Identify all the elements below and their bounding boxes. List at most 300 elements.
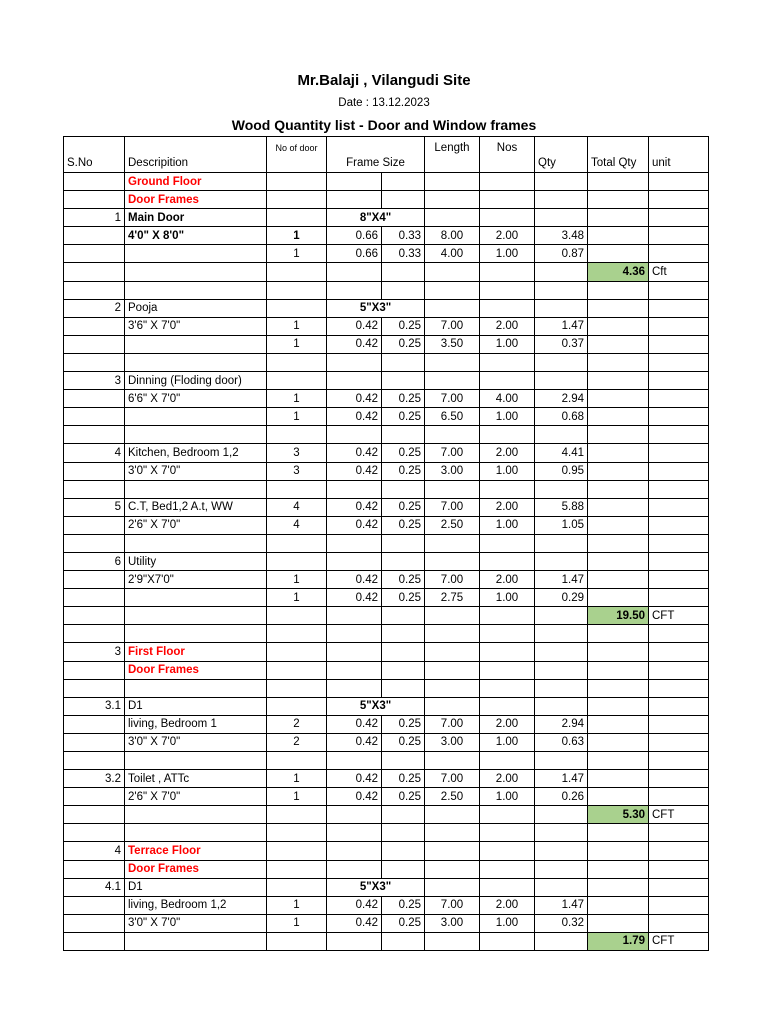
cell-sno	[64, 480, 125, 498]
cell-frame-size-1	[327, 552, 382, 570]
cell-nos	[480, 625, 535, 643]
cell-total-qty	[588, 335, 649, 353]
cell-qty	[535, 878, 588, 896]
cell-unit	[649, 752, 709, 770]
cell-total-qty	[588, 444, 649, 462]
cell-length	[425, 534, 480, 552]
cell-unit: CFT	[649, 607, 709, 625]
cell-total-qty	[588, 245, 649, 263]
cell-frame-size-2: 0.25	[382, 571, 425, 589]
cell-description: Pooja	[125, 299, 267, 317]
table-row	[64, 372, 709, 390]
cell-description: living, Bedroom 1,2	[125, 896, 267, 914]
cell-qty	[535, 173, 588, 191]
cell-no-of-door	[267, 752, 327, 770]
cell-sno: 4	[64, 444, 125, 462]
cell-unit	[649, 353, 709, 371]
cell-sno	[64, 806, 125, 824]
cell-description: D1	[125, 878, 267, 896]
cell-frame-size-1: 0.42	[327, 335, 382, 353]
cell-qty	[535, 625, 588, 643]
cell-nos	[480, 679, 535, 697]
cell-total-qty	[588, 462, 649, 480]
cell-frame-size-1: 0.42	[327, 715, 382, 733]
cell-nos	[480, 173, 535, 191]
cell-no-of-door: 2	[267, 715, 327, 733]
table-row	[64, 896, 709, 914]
cell-sno: 3.1	[64, 697, 125, 715]
col-header-qty: Qty	[535, 137, 588, 173]
cell-length: 7.00	[425, 571, 480, 589]
header-row	[64, 137, 709, 173]
cell-qty: 0.37	[535, 335, 588, 353]
cell-description	[125, 534, 267, 552]
cell-unit	[649, 842, 709, 860]
cell-no-of-door	[267, 806, 327, 824]
cell-frame-size-2	[382, 752, 425, 770]
cell-sno: 4.1	[64, 878, 125, 896]
table-row	[64, 227, 709, 245]
cell-no-of-door	[267, 625, 327, 643]
cell-total-qty	[588, 788, 649, 806]
cell-description: Ground Floor	[125, 173, 267, 191]
cell-description	[125, 263, 267, 281]
cell-qty: 1.47	[535, 770, 588, 788]
cell-frame-size-1	[327, 191, 382, 209]
cell-frame-size-2	[382, 643, 425, 661]
cell-frame-size-2: 0.25	[382, 896, 425, 914]
cell-description	[125, 824, 267, 842]
cell-frame-size-2	[382, 534, 425, 552]
cell-frame-size-1: 0.42	[327, 770, 382, 788]
cell-frame-size-2	[382, 661, 425, 679]
table-row	[64, 245, 709, 263]
cell-frame-size-2: 0.25	[382, 408, 425, 426]
cell-sno: 3	[64, 643, 125, 661]
cell-frame-size-2	[382, 480, 425, 498]
cell-description	[125, 353, 267, 371]
cell-qty	[535, 661, 588, 679]
cell-nos	[480, 263, 535, 281]
table-row	[64, 191, 709, 209]
table-row	[64, 733, 709, 751]
cell-frame-size-1	[327, 607, 382, 625]
cell-nos	[480, 661, 535, 679]
cell-no-of-door: 1	[267, 245, 327, 263]
cell-no-of-door: 4	[267, 516, 327, 534]
col-header-sno: S.No	[64, 137, 125, 173]
cell-frame-size-2: 0.25	[382, 589, 425, 607]
cell-length: 7.00	[425, 498, 480, 516]
cell-length	[425, 661, 480, 679]
cell-nos	[480, 299, 535, 317]
cell-frame-size-2	[382, 353, 425, 371]
cell-description	[125, 679, 267, 697]
cell-unit	[649, 914, 709, 932]
cell-description: 3'0" X 7'0"	[125, 914, 267, 932]
cell-length: 2.50	[425, 516, 480, 534]
table-row	[64, 299, 709, 317]
cell-length	[425, 806, 480, 824]
cell-sno	[64, 335, 125, 353]
cell-length	[425, 353, 480, 371]
cell-total-qty: 1.79	[588, 932, 649, 950]
cell-description	[125, 281, 267, 299]
cell-nos	[480, 752, 535, 770]
cell-qty: 0.63	[535, 733, 588, 751]
cell-no-of-door: 3	[267, 444, 327, 462]
cell-nos: 1.00	[480, 245, 535, 263]
cell-description	[125, 607, 267, 625]
cell-sno	[64, 263, 125, 281]
cell-description: Door Frames	[125, 191, 267, 209]
cell-description: Main Door	[125, 209, 267, 227]
cell-sno: 6	[64, 552, 125, 570]
cell-length	[425, 552, 480, 570]
cell-no-of-door	[267, 607, 327, 625]
cell-description	[125, 752, 267, 770]
cell-qty	[535, 860, 588, 878]
table-row	[64, 534, 709, 552]
table-row	[64, 914, 709, 932]
cell-no-of-door	[267, 263, 327, 281]
cell-unit	[649, 571, 709, 589]
cell-frame-size-1	[327, 173, 382, 191]
cell-nos: 2.00	[480, 444, 535, 462]
cell-sno	[64, 516, 125, 534]
cell-sno	[64, 860, 125, 878]
cell-nos: 1.00	[480, 589, 535, 607]
cell-total-qty	[588, 390, 649, 408]
cell-no-of-door	[267, 860, 327, 878]
cell-unit	[649, 697, 709, 715]
cell-nos	[480, 372, 535, 390]
cell-frame-size-2	[382, 824, 425, 842]
cell-frame-size-2: 0.25	[382, 498, 425, 516]
cell-length: 7.00	[425, 317, 480, 335]
cell-length	[425, 752, 480, 770]
cell-length	[425, 263, 480, 281]
cell-length	[425, 824, 480, 842]
cell-unit	[649, 426, 709, 444]
cell-length: 7.00	[425, 770, 480, 788]
cell-description: 6'6" X 7'0"	[125, 390, 267, 408]
cell-no-of-door	[267, 281, 327, 299]
table-row	[64, 498, 709, 516]
cell-frame-size-2: 0.25	[382, 444, 425, 462]
cell-total-qty	[588, 227, 649, 245]
cell-description	[125, 625, 267, 643]
cell-sno	[64, 896, 125, 914]
cell-qty: 1.47	[535, 571, 588, 589]
table-row	[64, 390, 709, 408]
cell-frame-size-2: 0.25	[382, 914, 425, 932]
cell-sno: 3.2	[64, 770, 125, 788]
cell-unit	[649, 227, 709, 245]
table-row	[64, 281, 709, 299]
cell-total-qty	[588, 173, 649, 191]
cell-description	[125, 589, 267, 607]
cell-unit	[649, 372, 709, 390]
cell-total-qty	[588, 860, 649, 878]
cell-nos: 2.00	[480, 715, 535, 733]
cell-nos	[480, 607, 535, 625]
cell-qty	[535, 932, 588, 950]
cell-total-qty: 5.30	[588, 806, 649, 824]
cell-description: C.T, Bed1,2 A.t, WW	[125, 498, 267, 516]
cell-sno: 5	[64, 498, 125, 516]
cell-length	[425, 625, 480, 643]
cell-frame-size-1: 0.42	[327, 589, 382, 607]
cell-no-of-door	[267, 426, 327, 444]
cell-nos: 1.00	[480, 408, 535, 426]
cell-sno	[64, 733, 125, 751]
cell-unit	[649, 408, 709, 426]
cell-qty	[535, 552, 588, 570]
cell-total-qty	[588, 733, 649, 751]
cell-total-qty	[588, 534, 649, 552]
cell-no-of-door	[267, 173, 327, 191]
cell-no-of-door: 1	[267, 589, 327, 607]
cell-no-of-door	[267, 353, 327, 371]
cell-length: 7.00	[425, 444, 480, 462]
cell-length: 7.00	[425, 715, 480, 733]
cell-frame-size: 5"X3"	[327, 878, 425, 896]
cell-unit	[649, 281, 709, 299]
cell-qty: 0.87	[535, 245, 588, 263]
document-title: Mr.Balaji , Vilangudi Site	[297, 72, 471, 89]
cell-nos	[480, 643, 535, 661]
table-row	[64, 552, 709, 570]
cell-frame-size-2: 0.25	[382, 390, 425, 408]
cell-unit	[649, 878, 709, 896]
cell-unit	[649, 191, 709, 209]
cell-frame-size-2	[382, 281, 425, 299]
cell-description: 2'9"X7'0"	[125, 571, 267, 589]
cell-description: Kitchen, Bedroom 1,2	[125, 444, 267, 462]
cell-description: living, Bedroom 1	[125, 715, 267, 733]
cell-total-qty	[588, 552, 649, 570]
cell-frame-size-1: 0.42	[327, 896, 382, 914]
cell-sno	[64, 191, 125, 209]
cell-frame-size-1	[327, 752, 382, 770]
cell-sno: 4	[64, 842, 125, 860]
cell-unit	[649, 733, 709, 751]
cell-no-of-door: 1	[267, 317, 327, 335]
col-header-nos: Nos	[480, 137, 535, 173]
cell-qty	[535, 281, 588, 299]
cell-length: 6.50	[425, 408, 480, 426]
cell-qty: 2.94	[535, 390, 588, 408]
cell-frame-size-2: 0.25	[382, 788, 425, 806]
cell-sno	[64, 752, 125, 770]
cell-total-qty	[588, 571, 649, 589]
cell-no-of-door: 1	[267, 914, 327, 932]
col-header-total-qty: Total Qty	[588, 137, 649, 173]
cell-sno	[64, 390, 125, 408]
cell-frame-size-1: 0.42	[327, 788, 382, 806]
table-row	[64, 860, 709, 878]
cell-total-qty	[588, 498, 649, 516]
cell-description	[125, 480, 267, 498]
cell-frame-size-2	[382, 625, 425, 643]
cell-total-qty	[588, 697, 649, 715]
table-row	[64, 480, 709, 498]
cell-sno: 2	[64, 299, 125, 317]
cell-no-of-door	[267, 697, 327, 715]
cell-qty: 0.29	[535, 589, 588, 607]
cell-length: 3.00	[425, 914, 480, 932]
cell-description: 3'6" X 7'0"	[125, 317, 267, 335]
cell-total-qty	[588, 914, 649, 932]
table-row	[64, 625, 709, 643]
cell-nos	[480, 480, 535, 498]
cell-nos	[480, 842, 535, 860]
cell-nos	[480, 860, 535, 878]
cell-no-of-door: 1	[267, 770, 327, 788]
cell-frame-size-2	[382, 806, 425, 824]
cell-sno	[64, 534, 125, 552]
cell-nos: 1.00	[480, 335, 535, 353]
cell-unit	[649, 173, 709, 191]
table-row	[64, 806, 709, 824]
cell-frame-size-2: 0.25	[382, 516, 425, 534]
cell-qty: 4.41	[535, 444, 588, 462]
cell-description	[125, 806, 267, 824]
cell-qty: 3.48	[535, 227, 588, 245]
table-row	[64, 715, 709, 733]
cell-frame-size-1: 0.42	[327, 317, 382, 335]
cell-total-qty	[588, 209, 649, 227]
cell-no-of-door: 3	[267, 462, 327, 480]
cell-qty: 1.47	[535, 896, 588, 914]
cell-qty: 0.32	[535, 914, 588, 932]
cell-unit	[649, 209, 709, 227]
col-header-unit: unit	[649, 137, 709, 173]
cell-unit	[649, 335, 709, 353]
cell-frame-size-2: 0.25	[382, 462, 425, 480]
table-row	[64, 335, 709, 353]
cell-nos	[480, 552, 535, 570]
cell-total-qty	[588, 317, 649, 335]
cell-no-of-door	[267, 661, 327, 679]
cell-frame-size-2	[382, 552, 425, 570]
cell-sno	[64, 589, 125, 607]
cell-frame-size-1	[327, 625, 382, 643]
cell-frame-size-2: 0.25	[382, 770, 425, 788]
cell-qty	[535, 806, 588, 824]
cell-qty	[535, 679, 588, 697]
cell-length	[425, 426, 480, 444]
cell-length	[425, 679, 480, 697]
cell-sno	[64, 353, 125, 371]
cell-description	[125, 408, 267, 426]
cell-unit	[649, 390, 709, 408]
cell-nos: 1.00	[480, 516, 535, 534]
cell-nos	[480, 697, 535, 715]
cell-total-qty	[588, 589, 649, 607]
cell-total-qty	[588, 353, 649, 371]
table-row	[64, 444, 709, 462]
cell-frame-size-2	[382, 191, 425, 209]
cell-frame-size-2	[382, 263, 425, 281]
cell-frame-size-1	[327, 661, 382, 679]
cell-total-qty	[588, 426, 649, 444]
cell-frame-size-1: 0.42	[327, 408, 382, 426]
cell-sno	[64, 227, 125, 245]
cell-frame-size-1	[327, 932, 382, 950]
cell-total-qty	[588, 752, 649, 770]
cell-length	[425, 697, 480, 715]
cell-unit	[649, 770, 709, 788]
cell-nos	[480, 353, 535, 371]
cell-length: 3.50	[425, 335, 480, 353]
cell-frame-size-1	[327, 281, 382, 299]
cell-no-of-door	[267, 679, 327, 697]
table-row	[64, 607, 709, 625]
cell-frame-size: 5"X3"	[327, 697, 425, 715]
cell-nos: 4.00	[480, 390, 535, 408]
cell-unit	[649, 534, 709, 552]
cell-qty: 5.88	[535, 498, 588, 516]
cell-total-qty	[588, 480, 649, 498]
cell-no-of-door	[267, 299, 327, 317]
cell-unit	[649, 299, 709, 317]
cell-qty	[535, 534, 588, 552]
cell-no-of-door: 1	[267, 335, 327, 353]
table-row	[64, 878, 709, 896]
cell-qty	[535, 824, 588, 842]
cell-qty: 2.94	[535, 715, 588, 733]
cell-no-of-door: 1	[267, 788, 327, 806]
table-row	[64, 589, 709, 607]
cell-unit	[649, 552, 709, 570]
cell-unit: CFT	[649, 932, 709, 950]
cell-total-qty	[588, 625, 649, 643]
cell-nos	[480, 191, 535, 209]
cell-description: Toilet , ATTc	[125, 770, 267, 788]
cell-frame-size-1	[327, 824, 382, 842]
cell-description	[125, 335, 267, 353]
cell-no-of-door	[267, 480, 327, 498]
cell-length	[425, 173, 480, 191]
cell-frame-size-1: 0.42	[327, 914, 382, 932]
cell-frame-size-1	[327, 806, 382, 824]
cell-frame-size-1: 0.42	[327, 498, 382, 516]
cell-frame-size-1	[327, 426, 382, 444]
cell-qty	[535, 372, 588, 390]
cell-sno: 3	[64, 372, 125, 390]
cell-description: Door Frames	[125, 661, 267, 679]
cell-no-of-door: 4	[267, 498, 327, 516]
col-header-frame-size: Frame Size	[327, 137, 425, 173]
cell-frame-size-2	[382, 932, 425, 950]
cell-nos: 2.00	[480, 571, 535, 589]
cell-description: Utility	[125, 552, 267, 570]
table-row	[64, 462, 709, 480]
cell-frame-size-1: 0.42	[327, 733, 382, 751]
cell-no-of-door: 1	[267, 390, 327, 408]
table-row	[64, 263, 709, 281]
cell-description: Dinning (Floding door)	[125, 372, 267, 390]
cell-qty	[535, 191, 588, 209]
table-row	[64, 571, 709, 589]
cell-unit	[649, 516, 709, 534]
cell-qty	[535, 480, 588, 498]
cell-qty	[535, 426, 588, 444]
cell-total-qty	[588, 408, 649, 426]
cell-description: 2'6" X 7'0"	[125, 788, 267, 806]
